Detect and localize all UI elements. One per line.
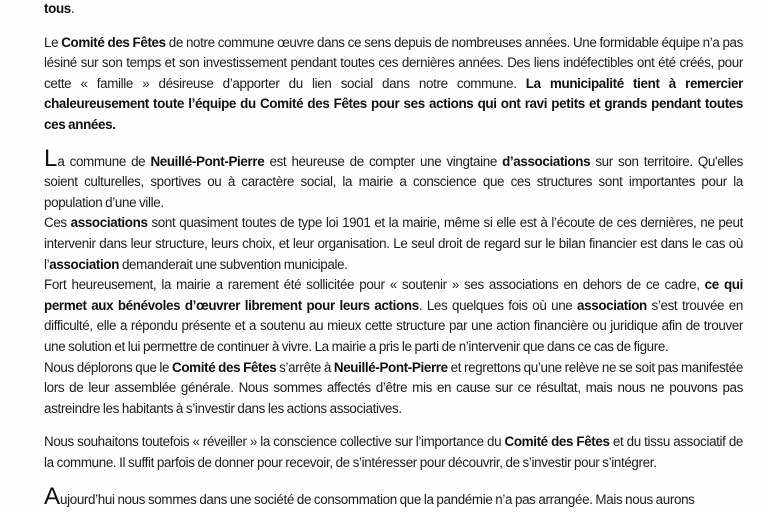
bold-text: ce qui permet aux bénévoles d’œuvrer librement pour leurs actions [44, 277, 743, 313]
paragraph-soutien-mairie [44, 275, 743, 357]
text: et du tissu associatif de la commune. Il suffit parfois de donner pour recevoir, de s’intéresser pour découvrir, de s’investir pour s’intégrer. [44, 434, 744, 470]
drop-cap: L [44, 144, 58, 172]
text: Le [44, 34, 62, 50]
paragraph-deploration [44, 358, 743, 420]
bold-text: tous [44, 1, 71, 16]
text: Ces [44, 215, 71, 231]
bold-text: Neuillé-Pont-Pierre [333, 359, 448, 375]
text: s’arrête à [276, 359, 334, 375]
paragraph-aujourdhui [44, 483, 743, 511]
text: demanderait une subvention municipale. [119, 256, 348, 272]
paragraph-comite-des-fetes [44, 33, 743, 136]
bold-text: associations [70, 215, 148, 231]
text: a commune de [57, 153, 151, 169]
text: Fort heureusement, la mairie a rarement été sollicitée pour « soutenir » ses associations en dehors de ce cadre, [44, 277, 705, 293]
text: est heureuse de compter une vingtaine [264, 153, 503, 169]
text: et regrettons qu’une relève ne se soit pas manifestée lors de leur assemblée générale. Nous sommes affectés d’être mis en cause sur ce résultat, mais nous ne pouvons pas astreindre les habitants à s’investir dans les actions associatives. [44, 359, 743, 416]
bold-text: association [49, 256, 120, 272]
bold-text-thanks: La municipalité tient à remercier chaleureusement toute l’équipe du Comité des Fêtes pour ses actions qui ont ravi petits et grands pendant toutes ces années. [44, 75, 743, 132]
paragraph-loi-1901 [44, 213, 743, 275]
drop-cap: A [44, 483, 61, 511]
paragraph-associations-intro [44, 144, 743, 214]
text: ujourd’hui nous sommes dans une société de consommation que la pandémie n’a pas arrangée. Mais nous aurons [60, 492, 695, 508]
text: s’est trouvée en difficulté, elle a répondu présente et a soutenu au mieux cette structure par une action financière ou juridique afin de trouver une solution et lui permettre de continuer à vivre. La mairie a pris le parti de n’intervenir que dans ce cas de figure. [44, 297, 743, 354]
bold-text: d’associations [502, 153, 591, 169]
text: Nous souhaitons toutefois « réveiller » la conscience collective sur l’importance du [44, 434, 505, 450]
article-column [44, 0, 743, 511]
text: Nous déplorons que le [44, 359, 173, 375]
bold-text: Comité des Fêtes [61, 34, 166, 50]
bold-text: Comité des Fêtes [504, 434, 610, 450]
text: . [70, 1, 75, 16]
bold-text: Neuillé-Pont-Pierre [150, 153, 265, 169]
bold-text: association [577, 297, 647, 313]
bold-text: Comité des Fêtes [172, 359, 277, 375]
text: sur son territoire. Qu'elles soient culturelles, sportives ou à caractère social, la mairie a conscience que ces structures sont importantes pour la population d’une ville. [44, 153, 743, 210]
paragraph-reveiller [44, 432, 743, 473]
paragraph-closing-fragment [44, 0, 743, 20]
text: sont quasiment toutes de type loi 1901 et la mairie, même si elle est à l’écoute de ces dernières, ne peut intervenir dans leur structure, leurs choix, et leur organisation. Le seul droit de regard sur le bilan financier est dans le cas où l’ [44, 215, 743, 272]
text: de notre commune œuvre dans ce sens depuis de nombreuses années. Une formidable équipe n’a pas lésiné sur son temps et son investissement pendant toutes ces dernières années. Des liens indéfectibles ont été créés, pour cette « famille » désireuse d’apporter du lien social dans notre commune. [44, 34, 743, 91]
text: . Les quelques fois où une [418, 297, 578, 313]
